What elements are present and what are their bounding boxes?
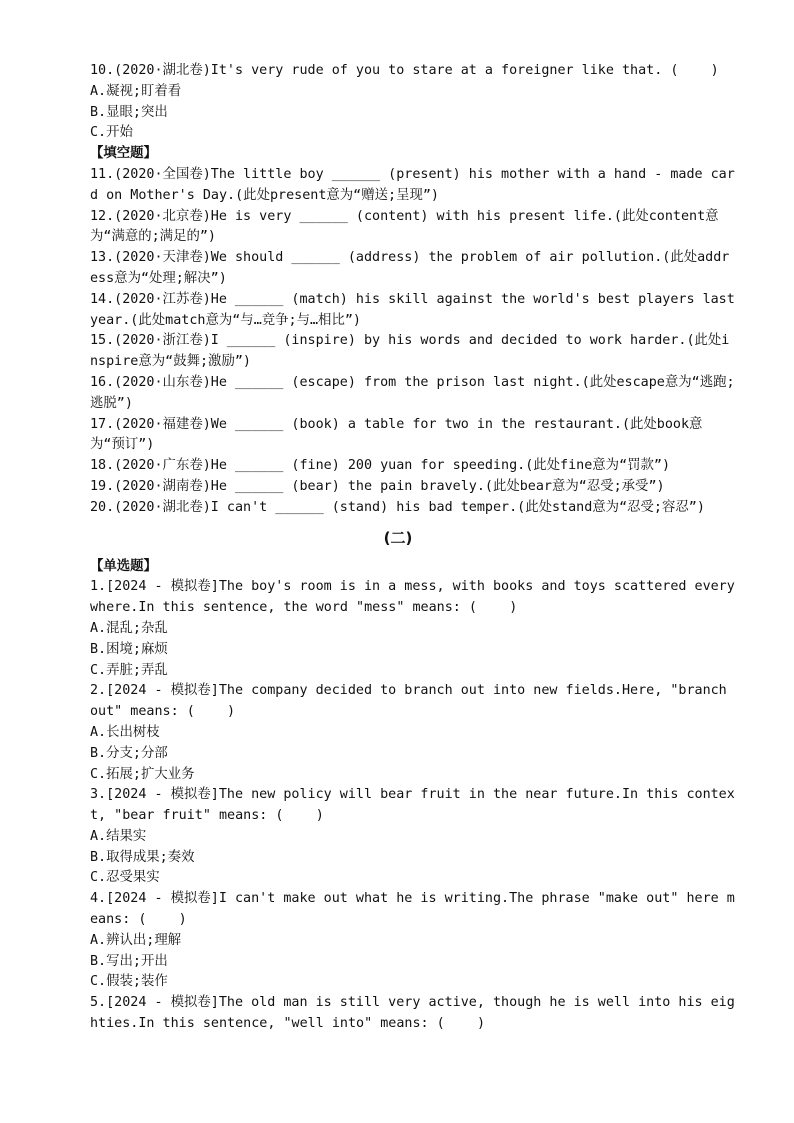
option-b: B.分支;分部 [90, 745, 168, 761]
fill-item-20: 20.(2020·湖北卷)I can't ______ (stand) his bad temper.(此处stand意为“忍受;容忍”) [90, 499, 705, 515]
question-stem: 5.[2024 - 模拟卷]The old man is still very active, though he is well into his eighties.In this sentence, "well into" means: ( ) [90, 995, 735, 1032]
option-b: B.显眼;突出 [90, 104, 168, 120]
option-c: C.忍受果实 [90, 870, 160, 886]
question-stem: 10.(2020·湖北卷)It's very rude of you to stare at a foreigner like that. ( ) [90, 63, 719, 78]
fill-item-19: 19.(2020·湖南卷)He ______ (bear) the pain bravely.(此处bear意为“忍受;承受”) [90, 478, 665, 494]
fill-item-17: 17.(2020·福建卷)We ______ (book) a table for two in the restaurant.(此处book意为“预订”) [90, 416, 703, 453]
choice-section-heading: 【单选题】 [90, 558, 157, 574]
document-content [60, 61, 743, 1035]
option-a: A.凝视;盯着看 [90, 83, 182, 99]
question-4 [60, 889, 736, 993]
question-2 [60, 681, 736, 785]
fill-item-14: 14.(2020·江苏卷)He ______ (match) his skill against the world's best players last year.(此处match意为“与…竞争;与…相比”) [90, 291, 743, 328]
option-a: A.长出树枝 [90, 724, 160, 740]
option-c: C.拓展;扩大业务 [90, 766, 195, 782]
question-stem: 1.[2024 - 模拟卷]The boy's room is in a mess, with books and toys scattered everywhere.In this sentence, the word "mess" means: ( ) [90, 579, 735, 616]
fill-item-16: 16.(2020·山东卷)He ______ (escape) from the prison last night.(此处escape意为“逃跑;逃脱”) [90, 374, 735, 411]
fill-item-11: 11.(2020·全国卷)The little boy ______ (present) his mother with a hand - made card on Mother's Day.(此处present意为“赠送;呈现”) [90, 166, 735, 203]
fill-item-13: 13.(2020·天津卷)We should ______ (address) the problem of air pollution.(此处address意为“处理;解决”) [90, 250, 730, 286]
option-c: C.弄脏;弄乱 [90, 662, 168, 678]
option-b: B.取得成果;奏效 [90, 849, 195, 865]
option-b: B.困境;麻烦 [90, 641, 168, 657]
question-3 [60, 785, 736, 889]
option-a: A.混乱;杂乱 [90, 620, 168, 636]
option-c: C.开始 [90, 125, 133, 141]
fill-item-15: 15.(2020·浙江卷)I ______ (inspire) by his words and decided to work harder.(此处inspire意为“鼓舞;激励”) [90, 333, 730, 370]
fill-item-18: 18.(2020·广东卷)He ______ (fine) 200 yuan for speeding.(此处fine意为“罚款”) [90, 458, 671, 474]
fill-item-12: 12.(2020·北京卷)He is very ______ (content) with his present life.(此处content意为“满意的;满足的”) [90, 208, 719, 245]
question-1 [60, 577, 736, 681]
part-two-title: (二) [383, 528, 413, 547]
question-5 [60, 993, 736, 1035]
option-a: A.辨认出;理解 [90, 932, 182, 948]
question-stem: 4.[2024 - 模拟卷]I can't make out what he is writing.The phrase "make out" here means: ( ) [90, 891, 735, 928]
option-c: C.假装;装作 [90, 974, 168, 990]
option-b: B.写出;开出 [90, 953, 168, 969]
question-stem: 3.[2024 - 模拟卷]The new policy will bear fruit in the near future.In this context, "bear fruit" means: ( ) [90, 787, 735, 824]
question-stem: 2.[2024 - 模拟卷]The company decided to branch out into new fields.Here, "branch out" means: ( ) [90, 683, 735, 720]
question-10 [60, 61, 736, 144]
option-a: A.结果实 [90, 828, 147, 844]
fill-section-heading: 【填空题】 [90, 146, 157, 162]
